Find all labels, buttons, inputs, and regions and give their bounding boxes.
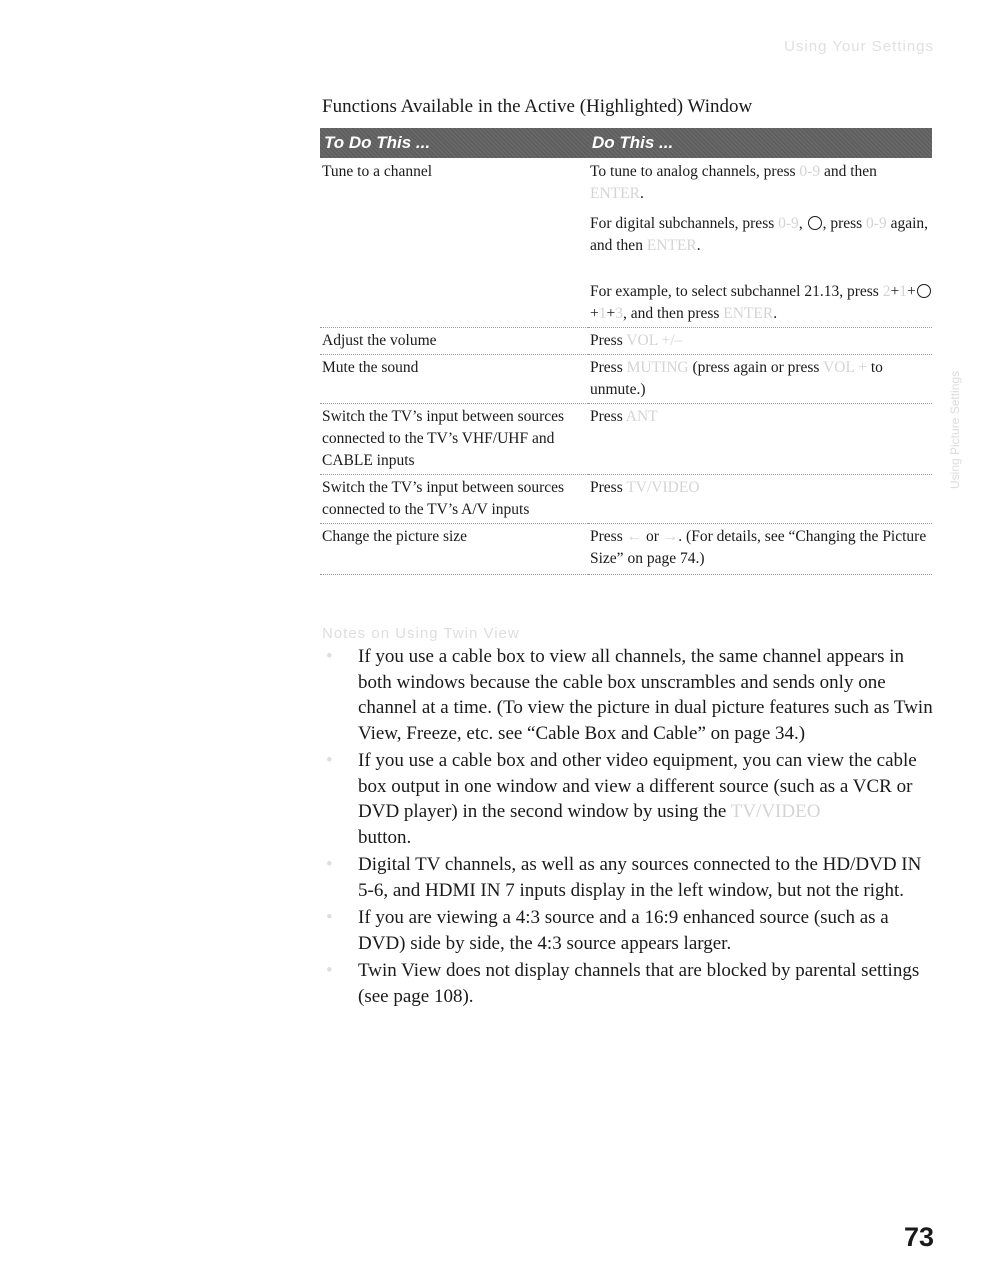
remote-button-label: ENTER bbox=[590, 185, 640, 202]
instruction-text: , bbox=[798, 215, 807, 232]
instruction-text: . bbox=[773, 305, 778, 322]
notes-list bbox=[322, 644, 934, 1011]
instruction-text: . (For details, see “Changing the Picture Size” on page 74.) bbox=[590, 528, 927, 567]
side-tab: Using Picture Settings bbox=[948, 370, 962, 490]
remote-button-label: → bbox=[662, 528, 679, 545]
note-text: If you use a cable box and other video equipment, you can view the cable box output in one window and view a different source (such as a VCR or DVD player) in the second window by using the bbox=[358, 750, 917, 822]
table-header-row bbox=[320, 128, 932, 158]
note-item bbox=[322, 958, 934, 1009]
instruction-text: Press bbox=[590, 528, 627, 545]
table-row bbox=[320, 355, 932, 404]
note-text: If you are viewing a 4:3 source and a 16:9 enhanced source (such as a DVD) side by side, the 4:3 source appears larger. bbox=[358, 907, 889, 954]
remote-button-label: ENTER bbox=[723, 305, 774, 322]
instruction-cell bbox=[588, 524, 932, 575]
table-row bbox=[320, 475, 932, 524]
running-head: Using Your Settings bbox=[784, 38, 934, 55]
header-to-do-this: To Do This ... bbox=[320, 128, 588, 158]
instruction-text: Press bbox=[590, 332, 627, 349]
functions-table bbox=[320, 128, 932, 575]
instruction-text: (press again or press bbox=[688, 359, 824, 376]
instruction-text: again, and then bbox=[590, 215, 929, 254]
remote-button-label: TV/VIDEO bbox=[626, 479, 700, 496]
bullet-icon: • bbox=[326, 854, 333, 875]
instruction-paragraph bbox=[590, 281, 932, 325]
instruction-text: + bbox=[590, 305, 599, 322]
table-row bbox=[320, 404, 932, 475]
remote-button-label: TV/VIDEO bbox=[730, 801, 821, 822]
note-text: If you use a cable box to view all channels, the same channel appears in both windows because the cable box unscrambles and sends only one channel at a time. (To view the picture in dual picture features such as Twin View, Freeze, etc. see “Cable Box and Cable” on page 34.) bbox=[358, 646, 933, 744]
table-title: Functions Available in the Active (Highlighted) Window bbox=[322, 96, 753, 117]
note-item bbox=[322, 748, 934, 850]
instruction-text: To tune to analog channels, press bbox=[590, 163, 800, 180]
bullet-icon: • bbox=[326, 646, 333, 667]
instruction-text: or bbox=[642, 528, 663, 545]
task-cell: Mute the sound bbox=[320, 355, 588, 404]
page-number: 73 bbox=[903, 1222, 934, 1252]
remote-button-label: ENTER bbox=[646, 237, 697, 254]
dot-button-icon bbox=[808, 216, 822, 230]
instruction-text: . bbox=[696, 237, 701, 254]
bullet-icon: • bbox=[326, 750, 333, 771]
instruction-text: Press bbox=[590, 479, 627, 496]
header-do-this: Do This ... bbox=[588, 128, 932, 158]
notes-heading: Notes on Using Twin View bbox=[322, 625, 520, 642]
remote-button-label: VOL + bbox=[823, 359, 867, 376]
instruction-cell bbox=[588, 158, 932, 328]
task-cell: Tune to a channel bbox=[320, 158, 588, 328]
note-text: Twin View does not display channels that are blocked by parental settings (see page 108). bbox=[358, 960, 920, 1007]
bullet-icon: • bbox=[326, 960, 333, 981]
bullet-icon: • bbox=[326, 907, 333, 928]
note-text: button. bbox=[358, 826, 412, 848]
table-row bbox=[320, 328, 932, 355]
instruction-cell bbox=[588, 328, 932, 355]
task-cell: Adjust the volume bbox=[320, 328, 588, 355]
note-item bbox=[322, 852, 934, 903]
remote-button-label: ← bbox=[626, 528, 643, 545]
remote-button-label: VOL +/– bbox=[626, 332, 683, 349]
remote-button-label: MUTING bbox=[626, 359, 689, 376]
remote-button-label: 0-9 bbox=[799, 163, 821, 180]
remote-button-label: 2 bbox=[882, 283, 891, 300]
instruction-text: + bbox=[906, 283, 916, 300]
instruction-paragraph bbox=[590, 213, 932, 257]
remote-button-label: 3 bbox=[615, 305, 623, 322]
remote-button-label: 1 bbox=[598, 305, 607, 322]
table-row bbox=[320, 158, 932, 328]
remote-button-label: 0-9 bbox=[778, 215, 799, 232]
dot-button-icon bbox=[917, 284, 931, 298]
instruction-text: + bbox=[606, 305, 616, 322]
instruction-text: For digital subchannels, press bbox=[590, 215, 779, 232]
task-cell: Change the picture size bbox=[320, 524, 588, 575]
task-cell: Switch the TV’s input between sources connected to the TV’s A/V inputs bbox=[320, 475, 588, 524]
instruction-paragraph bbox=[590, 161, 932, 205]
instruction-cell bbox=[588, 404, 932, 475]
remote-button-label: 0-9 bbox=[866, 215, 887, 232]
instruction-cell bbox=[588, 475, 932, 524]
instruction-text: + bbox=[890, 283, 900, 300]
instruction-text: . bbox=[639, 185, 644, 202]
task-cell: Switch the TV’s input between sources connected to the TV’s VHF/UHF and CABLE inputs bbox=[320, 404, 588, 475]
remote-button-label: ANT bbox=[625, 408, 658, 425]
instruction-text: to unmute.) bbox=[590, 359, 883, 398]
note-text: Digital TV channels, as well as any sources connected to the HD/DVD IN 5-6, and HDMI IN 7 inputs display in the left window, but not the right. bbox=[358, 854, 922, 901]
instruction-text: , press bbox=[822, 215, 867, 232]
remote-button-label: 1 bbox=[899, 283, 907, 300]
table-row bbox=[320, 524, 932, 575]
instruction-text: For example, to select subchannel 21.13, press bbox=[590, 283, 883, 300]
instruction-text: , and then press bbox=[623, 305, 724, 322]
instruction-cell bbox=[588, 355, 932, 404]
instruction-text: Press bbox=[590, 359, 627, 376]
instruction-text: Press bbox=[590, 408, 626, 425]
note-item bbox=[322, 905, 934, 956]
instruction-text: and then bbox=[820, 163, 877, 180]
note-item bbox=[322, 644, 934, 746]
